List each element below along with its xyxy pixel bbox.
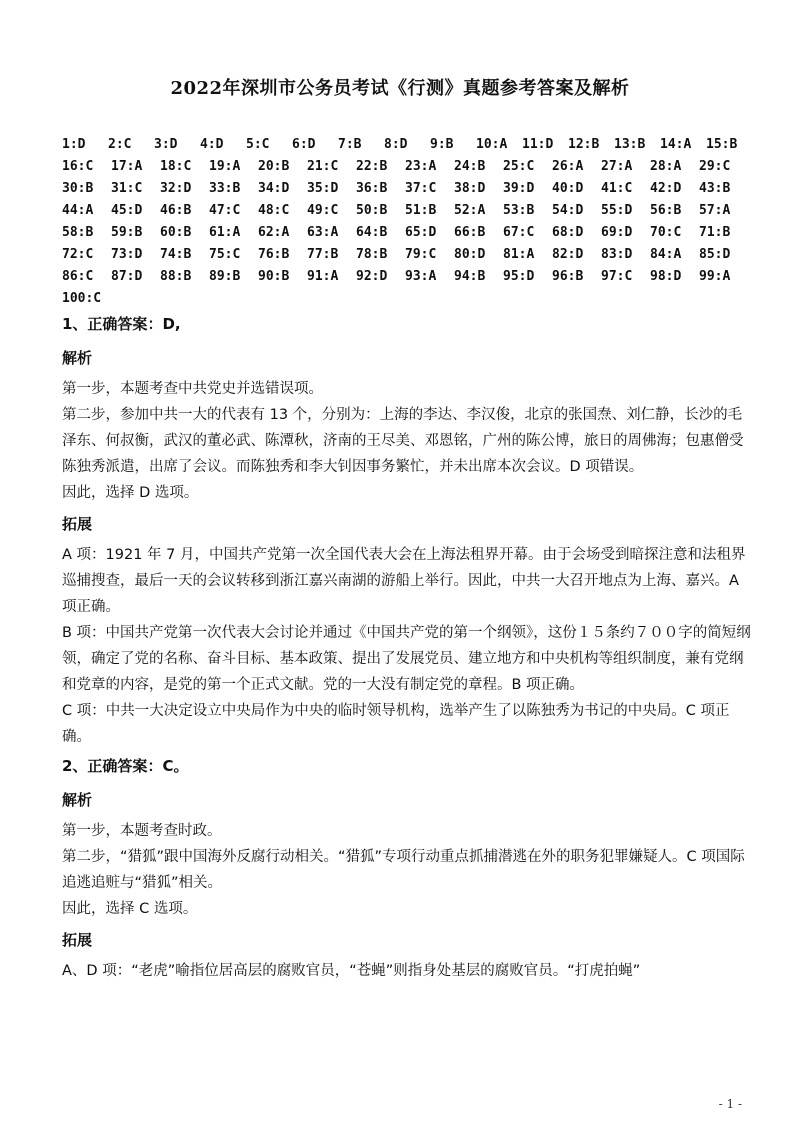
answer-item: 74:B bbox=[160, 247, 192, 262]
answer-item: 48:C bbox=[258, 203, 290, 218]
answer-item: 2:C bbox=[108, 137, 132, 152]
answer-item: 12:B bbox=[568, 137, 600, 152]
answer-row bbox=[62, 200, 752, 222]
paragraph: 第二步，“猎狐”跟中国海外反腐行动相关。“猎狐”专项行动重点抓捕潜逃在外的职务犯罪嫌疑人。C 项国际追逃追赃与“猎狐”相关。 bbox=[62, 849, 745, 891]
answer-item: 22:B bbox=[356, 159, 388, 174]
answer-item: 30:B bbox=[62, 181, 94, 196]
answer-item: 76:B bbox=[258, 247, 290, 262]
answer-item: 39:D bbox=[503, 181, 535, 196]
answer-item: 98:D bbox=[650, 269, 682, 284]
answer-item: 18:C bbox=[160, 159, 192, 174]
answer-item: 17:A bbox=[111, 159, 143, 174]
answer-item: 40:D bbox=[552, 181, 584, 196]
answer-item: 69:D bbox=[601, 225, 633, 240]
answer-item: 68:D bbox=[552, 225, 584, 240]
answer-item: 51:B bbox=[405, 203, 437, 218]
answer-item: 53:B bbox=[503, 203, 535, 218]
answer-item: 64:B bbox=[356, 225, 388, 240]
answer-item: 54:D bbox=[552, 203, 584, 218]
answer-item: 28:A bbox=[650, 159, 682, 174]
answer-item: 11:D bbox=[522, 137, 554, 152]
answer-item: 9:B bbox=[430, 137, 454, 152]
answer-item: 56:B bbox=[650, 203, 682, 218]
paragraph: C 项：中共一大决定设立中央局作为中央的临时领导机构，选举产生了以陈独秀为书记的中央局。C 项正确。 bbox=[62, 703, 730, 745]
answer-item: 59:B bbox=[111, 225, 143, 240]
analysis-label: 解析 bbox=[62, 349, 93, 367]
answer-item: 61:A bbox=[209, 225, 241, 240]
answer-item: 49:C bbox=[307, 203, 339, 218]
answer-item: 16:C bbox=[62, 159, 94, 174]
answer-item: 14:A bbox=[660, 137, 692, 152]
paragraph: A、D 项：“老虎”喻指位居高层的腐败官员，“苍蝇”则指身处基层的腐败官员。“打虎拍蝇” bbox=[62, 963, 641, 979]
answer-item: 85:D bbox=[699, 247, 731, 262]
paragraph: 第一步，本题考查中共党史并选错误项。 bbox=[62, 381, 323, 397]
answer-item: 41:C bbox=[601, 181, 633, 196]
paragraph: 第二步，参加中共一大的代表有 13 个，分别为：上海的李达、李汉俊，北京的张国焘、刘仁静，长沙的毛泽东、何叔衡，武汉的董必武、陈潭秋，济南的王尽美、邓恩铭，广州的陈公博，旅日的周佛海；包惠僧受陈独秀派遣，出席了会议。而陈独秀和李大钊因事务繁忙，并未出席本次会议。D 项错误。 bbox=[62, 407, 744, 475]
answer-item: 72:C bbox=[62, 247, 94, 262]
answer-item: 27:A bbox=[601, 159, 633, 174]
answer-item: 34:D bbox=[258, 181, 290, 196]
answer-item: 83:D bbox=[601, 247, 633, 262]
answer-item: 46:B bbox=[160, 203, 192, 218]
answer-item: 89:B bbox=[209, 269, 241, 284]
answer-item: 7:B bbox=[338, 137, 362, 152]
answer-item: 13:B bbox=[614, 137, 646, 152]
answer-item: 82:D bbox=[552, 247, 584, 262]
answer-row bbox=[62, 244, 752, 266]
extension-label: 拓展 bbox=[62, 515, 93, 533]
question-2-heading: 2、正确答案：C。 bbox=[62, 757, 189, 775]
answer-item: 67:C bbox=[503, 225, 535, 240]
answer-row bbox=[62, 266, 752, 288]
answer-item: 79:C bbox=[405, 247, 437, 262]
answer-item: 5:C bbox=[246, 137, 270, 152]
answer-item: 38:D bbox=[454, 181, 486, 196]
answer-item: 66:B bbox=[454, 225, 486, 240]
answer-item: 62:A bbox=[258, 225, 290, 240]
answer-row bbox=[62, 288, 752, 310]
answer-item: 91:A bbox=[307, 269, 339, 284]
answer-item: 71:B bbox=[699, 225, 731, 240]
paragraph: B 项：中国共产党第一次代表大会讨论并通过《中国共产党的第一个纲领》，这份１５条约７００字的简短纲领，确定了党的名称、奋斗目标、基本政策、提出了发展党员、建立地方和中央机构等组织制度，兼有党纲和党章的内容，是党的第一个正式文献。党的一大没有制定党的章程。B 项正确。 bbox=[62, 625, 751, 693]
answer-item: 24:B bbox=[454, 159, 486, 174]
answer-item: 43:B bbox=[699, 181, 731, 196]
answer-item: 15:B bbox=[706, 137, 738, 152]
answer-item: 23:A bbox=[405, 159, 437, 174]
answer-item: 10:A bbox=[476, 137, 508, 152]
answer-item: 63:A bbox=[307, 225, 339, 240]
answer-item: 1:D bbox=[62, 137, 86, 152]
question-1-heading: 1、正确答案：D, bbox=[62, 315, 181, 333]
answer-item: 70:C bbox=[650, 225, 682, 240]
answer-item: 97:C bbox=[601, 269, 633, 284]
answer-item: 19:A bbox=[209, 159, 241, 174]
answer-item: 21:C bbox=[307, 159, 339, 174]
answer-item: 60:B bbox=[160, 225, 192, 240]
answer-item: 95:D bbox=[503, 269, 535, 284]
answer-item: 4:D bbox=[200, 137, 224, 152]
answer-item: 45:D bbox=[111, 203, 143, 218]
answer-item: 52:A bbox=[454, 203, 486, 218]
paragraph: 第一步，本题考查时政。 bbox=[62, 823, 222, 839]
answer-item: 44:A bbox=[62, 203, 94, 218]
answer-item: 90:B bbox=[258, 269, 290, 284]
answer-item: 87:D bbox=[111, 269, 143, 284]
paragraph: A 项：1921 年 7 月，中国共产党第一次全国代表大会在上海法租界开幕。由于会场受到暗探注意和法租界巡捕搜查，最后一天的会议转移到浙江嘉兴南湖的游船上举行。因此，中共一大召开地点为上海、嘉兴。A 项正确。 bbox=[62, 547, 746, 615]
answer-item: 36:B bbox=[356, 181, 388, 196]
answer-item: 33:B bbox=[209, 181, 241, 196]
analysis-label: 解析 bbox=[62, 791, 93, 809]
answer-item: 50:B bbox=[356, 203, 388, 218]
answer-item: 99:A bbox=[699, 269, 731, 284]
answer-item: 37:C bbox=[405, 181, 437, 196]
answer-item: 96:B bbox=[552, 269, 584, 284]
answer-item: 84:A bbox=[650, 247, 682, 262]
explanations bbox=[62, 308, 752, 984]
answer-key bbox=[62, 134, 752, 310]
answer-item: 73:D bbox=[111, 247, 143, 262]
answer-item: 92:D bbox=[356, 269, 388, 284]
answer-row bbox=[62, 156, 752, 178]
answer-row bbox=[62, 222, 752, 244]
answer-item: 26:A bbox=[552, 159, 584, 174]
answer-item: 42:D bbox=[650, 181, 682, 196]
answer-item: 8:D bbox=[384, 137, 408, 152]
answer-item: 6:D bbox=[292, 137, 316, 152]
answer-item: 35:D bbox=[307, 181, 339, 196]
answer-item: 86:C bbox=[62, 269, 94, 284]
paragraph: 因此，选择 D 选项。 bbox=[62, 485, 199, 501]
answer-item: 77:B bbox=[307, 247, 339, 262]
answer-row bbox=[62, 134, 752, 156]
answer-row bbox=[62, 178, 752, 200]
answer-item: 75:C bbox=[209, 247, 241, 262]
answer-item: 3:D bbox=[154, 137, 178, 152]
paragraph: 因此，选择 C 选项。 bbox=[62, 901, 198, 917]
answer-item: 31:C bbox=[111, 181, 143, 196]
answer-item: 32:D bbox=[160, 181, 192, 196]
answer-item: 20:B bbox=[258, 159, 290, 174]
answer-item: 47:C bbox=[209, 203, 241, 218]
answer-item: 78:B bbox=[356, 247, 388, 262]
page-title: 2022年深圳市公务员考试《行测》真题参考答案及解析 bbox=[170, 78, 630, 99]
answer-item: 57:A bbox=[699, 203, 731, 218]
page-number: - 1 - bbox=[718, 1097, 742, 1111]
answer-item: 58:B bbox=[62, 225, 94, 240]
answer-item: 25:C bbox=[503, 159, 535, 174]
answer-item: 93:A bbox=[405, 269, 437, 284]
answer-item: 81:A bbox=[503, 247, 535, 262]
answer-item: 55:D bbox=[601, 203, 633, 218]
answer-item: 100:C bbox=[62, 291, 102, 306]
answer-item: 94:B bbox=[454, 269, 486, 284]
answer-item: 80:D bbox=[454, 247, 486, 262]
answer-item: 65:D bbox=[405, 225, 437, 240]
extension-label: 拓展 bbox=[62, 931, 93, 949]
answer-item: 29:C bbox=[699, 159, 731, 174]
answer-item: 88:B bbox=[160, 269, 192, 284]
